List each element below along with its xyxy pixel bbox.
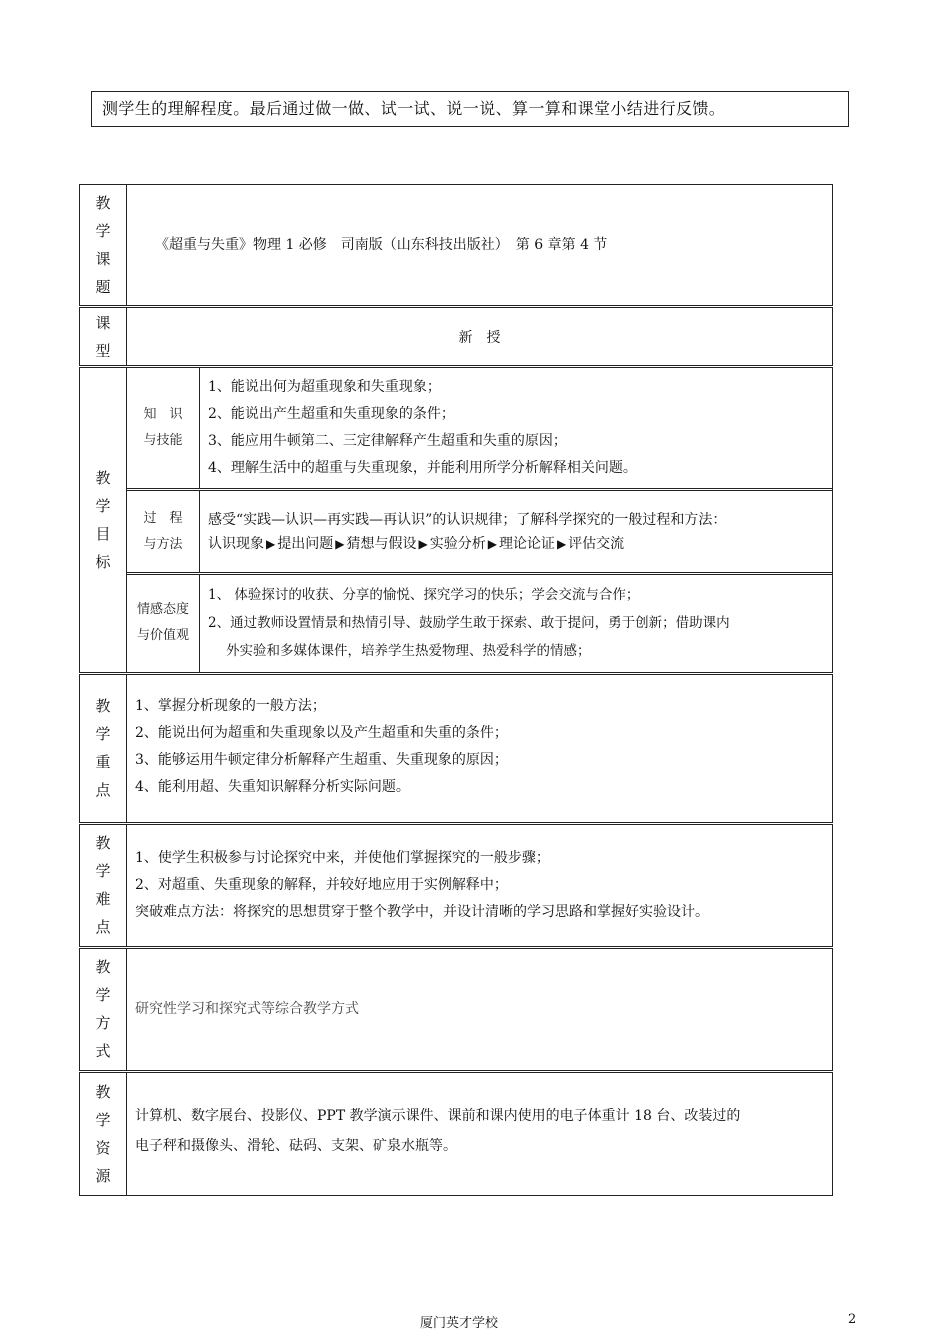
- continued-text: 测学生的理解程度。最后通过做一做、试一试、说一说、算一算和课堂小结进行反馈。: [102, 99, 726, 118]
- goal-process: [127, 490, 832, 574]
- goals-cell: [127, 367, 833, 674]
- resources-text: 计算机、数字展台、投影仪、PPT 教学演示课件、课前和课内使用的电子体重计 18 台、改装过的 电子秤和摄像头、滑轮、砝码、支架、矿泉水瓶等。: [127, 1071, 833, 1195]
- process-text: 感受“实践—认识—再实践—再认识”的认识规律；了解科学探究的一般过程和方法： 认识现象 ▶ 提出问题 ▶ 猜想与假设 ▶ 实验分析 ▶ 理论论证 ▶ 评估交流: [200, 490, 833, 574]
- label-type: 课 型: [80, 307, 127, 367]
- method-text: 研究性学习和探究式等综合教学方式: [127, 947, 833, 1071]
- label-difficulties: 教 学 难 点: [80, 823, 127, 947]
- sub-process: 过 程 与方法: [127, 490, 200, 574]
- sub-emotion: 情感态度 与价值观: [127, 574, 200, 672]
- goals-subtable: [127, 368, 832, 672]
- arrow-icon: ▶: [266, 536, 276, 551]
- sub-knowledge: 知 识 与技能: [127, 368, 200, 490]
- knowledge-text: 1、能说出何为超重现象和失重现象； 2、能说出产生超重和失重现象的条件； 3、能应用牛顿第二、三定律解释产生超重和失重的原因； 4、理解生活中的超重与失重现象，并能利用所学分析解释相关问题。: [200, 368, 833, 490]
- label-method: 教 学 方 式: [80, 947, 127, 1071]
- row-goals: [80, 367, 833, 674]
- label-goals: 教 学 目 标: [80, 367, 127, 674]
- row-method: [80, 947, 833, 1071]
- row-topic: [80, 185, 833, 307]
- goal-knowledge: [127, 368, 832, 490]
- row-key-points: [80, 673, 833, 823]
- difficulties-text: 1、使学生积极参与讨论探究中来，并使他们掌握探究的一般步骤； 2、对超重、失重现象的解释，并较好地应用于实例解释中； 突破难点方法：将探究的思想贯穿于整个教学中，并设计清晰的学习思路和掌握好实验设计。: [127, 823, 833, 947]
- label-resources: 教 学 资 源: [80, 1071, 127, 1195]
- page-number: 2: [848, 1312, 857, 1327]
- topic-content: 《超重与失重》物理 1 必修 司南版（山东科技出版社） 第 6 章第 4 节: [127, 185, 833, 307]
- label-key-points: 教 学 重 点: [80, 673, 127, 823]
- arrow-icon: ▶: [418, 536, 428, 551]
- label-topic: 教 学 课 题: [80, 185, 127, 307]
- emotion-text: 1、 体验探讨的收获、分享的愉悦、探究学习的快乐；学会交流与合作； 2、通过教师设置情景和热情引导、鼓励学生敢于探索、敢于提问，勇于创新；借助课内 外实验和多媒体课件，培养学生热爱物理、热爱科学的情感；: [200, 574, 833, 672]
- lesson-plan-table: [79, 184, 833, 1196]
- arrow-icon: ▶: [335, 536, 345, 551]
- type-content: 新 授: [127, 307, 833, 367]
- footer-school-name: 厦门英才学校: [420, 1316, 499, 1331]
- continued-text-box: [91, 91, 849, 127]
- process-steps: 认识现象 ▶ 提出问题 ▶ 猜想与假设 ▶ 实验分析 ▶ 理论论证 ▶ 评估交流: [208, 532, 824, 556]
- row-type: [80, 307, 833, 367]
- arrow-icon: ▶: [487, 536, 497, 551]
- arrow-icon: ▶: [556, 536, 567, 551]
- goal-emotion: [127, 574, 832, 672]
- row-resources: [80, 1071, 833, 1195]
- key-points-text: 1、掌握分析现象的一般方法； 2、能说出何为超重和失重现象以及产生超重和失重的条件； 3、能够运用牛顿定律分析解释产生超重、失重现象的原因； 4、能利用超、失重知识解释分析实际问题。: [127, 673, 833, 823]
- row-difficulties: [80, 823, 833, 947]
